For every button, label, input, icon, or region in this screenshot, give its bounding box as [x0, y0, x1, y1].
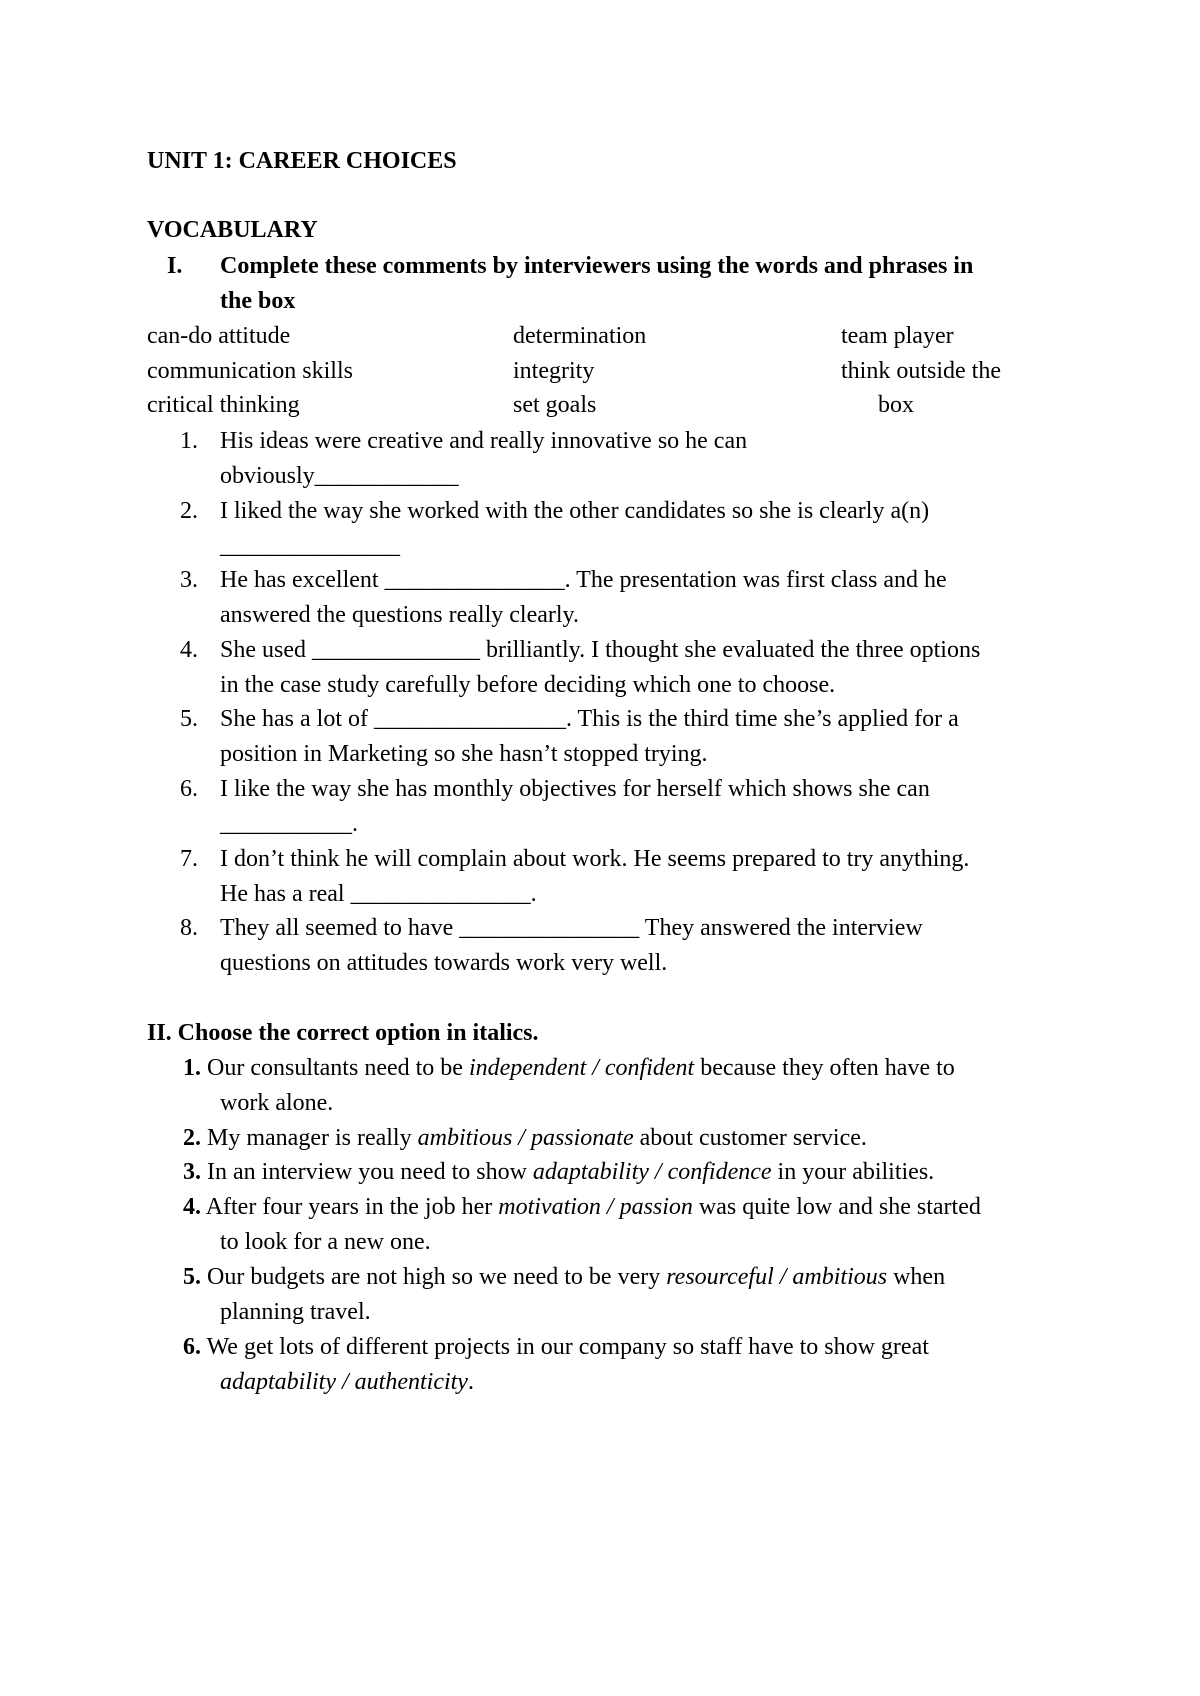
- item-number: 4.: [180, 637, 198, 663]
- item-number: 6.: [183, 1334, 201, 1360]
- italic-options: independent / confident: [468, 1055, 695, 1081]
- item-text: After four years in the job her: [205, 1194, 499, 1220]
- item-number: 1.: [183, 1055, 201, 1081]
- section2-heading: II. Choose the correct option in italics.: [147, 1020, 539, 1046]
- word-box-item: determination: [513, 323, 647, 349]
- item-text: was quite low and she started: [692, 1194, 981, 1220]
- item-text: _______________: [220, 533, 400, 559]
- item-text: in your abilities.: [771, 1159, 935, 1185]
- item-text: I don’t think he will complain about work. He seems prepared to try anything.: [220, 846, 970, 872]
- item-text: I like the way she has monthly objectives for herself which shows she can: [220, 776, 930, 802]
- item-number: 2.: [180, 498, 198, 524]
- item-text: ___________.: [220, 811, 358, 837]
- item-text: Our budgets are not high so we need to be very: [207, 1264, 667, 1290]
- italic-options: adaptability / confidence: [532, 1159, 772, 1185]
- item-text: He has a real _______________.: [220, 881, 537, 907]
- item-text: because they often have to: [694, 1055, 955, 1081]
- item-text: questions on attitudes towards work very well.: [220, 950, 668, 976]
- section1-instruction-line1: Complete these comments by interviewers using the words and phrases in: [220, 253, 974, 279]
- item-text: He has excellent _______________. The presentation was first class and he: [220, 567, 947, 593]
- item-number: 7.: [180, 846, 198, 872]
- item-text: planning travel.: [220, 1299, 371, 1325]
- item-text: work alone.: [220, 1090, 334, 1116]
- list-item: [183, 1159, 934, 1186]
- item-text: My manager is really: [207, 1125, 418, 1151]
- word-box-item: can-do attitude: [147, 323, 291, 349]
- item-number: 2.: [183, 1125, 201, 1151]
- item-text: answered the questions really clearly.: [220, 602, 579, 628]
- section1-instruction-line2: the box: [220, 288, 296, 314]
- item-number: 5.: [180, 706, 198, 732]
- item-text: His ideas were creative and really innovative so he can: [220, 428, 748, 454]
- vocabulary-heading: VOCABULARY: [147, 217, 318, 243]
- item-text: obviously____________: [220, 463, 459, 489]
- item-number: 3.: [180, 567, 198, 593]
- item-text: to look for a new one.: [220, 1229, 431, 1255]
- word-box-item: communication skills: [147, 358, 353, 384]
- item-text: They all seemed to have _______________ They answered the interview: [220, 915, 923, 941]
- item-text: about customer service.: [633, 1125, 867, 1151]
- word-box-item: critical thinking: [147, 392, 300, 418]
- word-box-item: set goals: [513, 392, 597, 418]
- list-item-continuation: [220, 1369, 474, 1396]
- section1-numeral: I.: [167, 253, 183, 279]
- item-text: in the case study carefully before deciding which one to choose.: [220, 672, 836, 698]
- item-text: In an interview you need to show: [207, 1159, 533, 1185]
- list-item: [183, 1055, 955, 1082]
- item-number: 8.: [180, 915, 198, 941]
- item-number: 6.: [180, 776, 198, 802]
- item-text: when: [887, 1264, 946, 1290]
- unit-title: UNIT 1: CAREER CHOICES: [147, 148, 457, 174]
- italic-options: resourceful / ambitious: [666, 1264, 888, 1290]
- item-text: We get lots of different projects in our company so staff have to show great: [206, 1334, 929, 1360]
- item-text: position in Marketing so she hasn’t stopped trying.: [220, 741, 708, 767]
- list-item: [183, 1264, 945, 1291]
- item-text: She has a lot of ________________. This is the third time she’s applied for a: [220, 706, 959, 732]
- italic-options: adaptability / authenticity: [220, 1369, 468, 1395]
- word-box-item: integrity: [513, 358, 595, 384]
- item-text: Our consultants need to be: [207, 1055, 469, 1081]
- list-item: [183, 1334, 929, 1361]
- item-text: .: [467, 1369, 474, 1395]
- item-number: 4.: [183, 1194, 201, 1220]
- item-number: 3.: [183, 1159, 201, 1185]
- item-number: 1.: [180, 428, 198, 454]
- word-box-item: team player: [841, 323, 954, 349]
- word-box-item: think outside the: [841, 358, 1001, 384]
- item-number: 5.: [183, 1264, 201, 1290]
- word-box-item: box: [878, 392, 914, 418]
- item-text: She used ______________ brilliantly. I thought she evaluated the three options: [220, 637, 981, 663]
- item-text: I liked the way she worked with the other candidates so she is clearly a(n): [220, 498, 930, 524]
- list-item: [183, 1125, 867, 1152]
- italic-options: motivation / passion: [498, 1194, 693, 1220]
- list-item: [183, 1194, 981, 1221]
- italic-options: ambitious / passionate: [417, 1125, 634, 1151]
